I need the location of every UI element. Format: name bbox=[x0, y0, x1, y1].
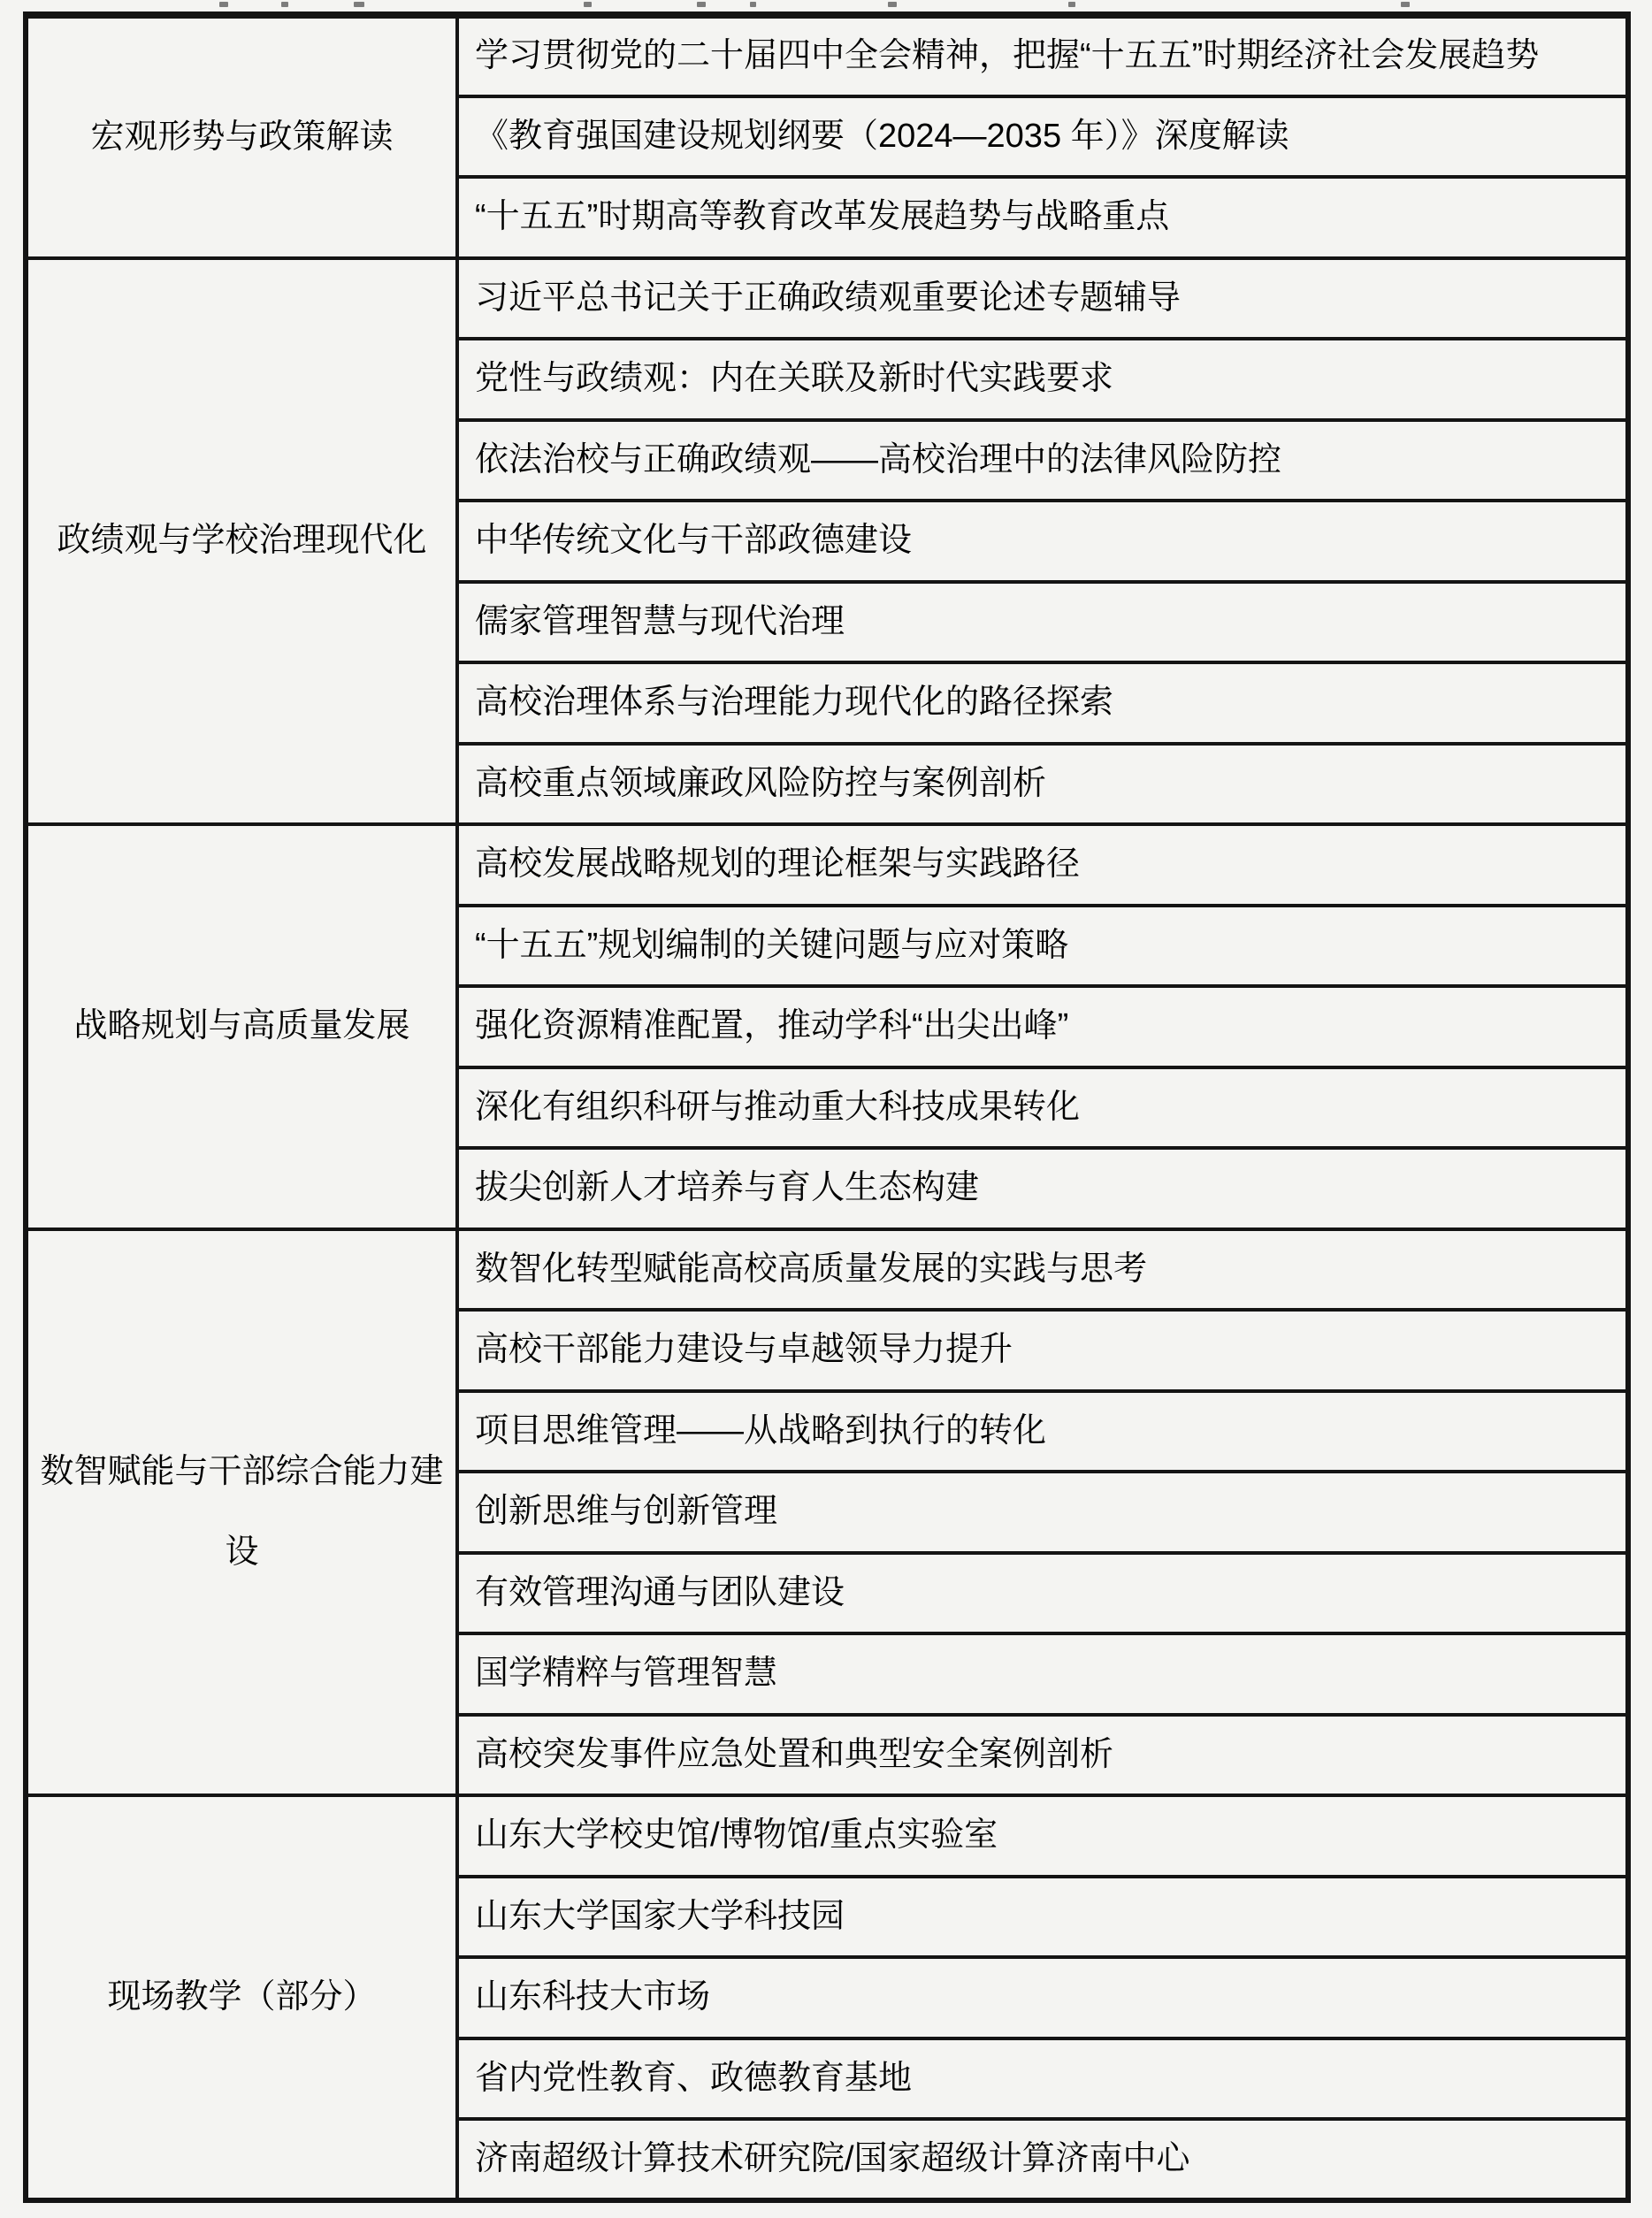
course-item: 高校治理体系与治理能力现代化的路径探索 bbox=[457, 662, 1628, 744]
course-item: 山东科技大市场 bbox=[457, 1957, 1628, 2038]
course-item: 山东大学校史馆/博物馆/重点实验室 bbox=[457, 1795, 1628, 1877]
training-course-table bbox=[23, 11, 1631, 2203]
category-cell-governance: 政绩观与学校治理现代化 bbox=[26, 258, 457, 825]
table-row bbox=[26, 15, 1628, 96]
cropped-text-remnant bbox=[354, 2, 364, 7]
table-row bbox=[26, 824, 1628, 906]
course-item: 拔尖创新人才培养与育人生态构建 bbox=[457, 1148, 1628, 1229]
course-item: 学习贯彻党的二十届四中全会精神，把握“十五五”时期经济社会发展趋势 bbox=[457, 15, 1628, 96]
course-item: 儒家管理智慧与现代治理 bbox=[457, 582, 1628, 663]
course-item: 有效管理沟通与团队建设 bbox=[457, 1553, 1628, 1634]
cropped-text-remnant bbox=[1401, 2, 1410, 7]
cropped-text-remnant bbox=[697, 2, 706, 7]
course-item: 中华传统文化与干部政德建设 bbox=[457, 501, 1628, 582]
cropped-text-remnant bbox=[584, 2, 592, 7]
cropped-text-remnant bbox=[1068, 2, 1075, 7]
cropped-text-remnant bbox=[888, 2, 897, 7]
course-item: 数智化转型赋能高校高质量发展的实践与思考 bbox=[457, 1229, 1628, 1311]
course-item: 高校干部能力建设与卓越领导力提升 bbox=[457, 1310, 1628, 1391]
table-row bbox=[26, 258, 1628, 340]
course-item: 项目思维管理——从战略到执行的转化 bbox=[457, 1391, 1628, 1472]
cropped-text-remnant bbox=[750, 2, 756, 7]
course-item: 高校突发事件应急处置和典型安全案例剖析 bbox=[457, 1715, 1628, 1796]
course-item: 强化资源精准配置，推动学科“出尖出峰” bbox=[457, 986, 1628, 1067]
course-item: 习近平总书记关于正确政绩观重要论述专题辅导 bbox=[457, 258, 1628, 340]
course-item: 《教育强国建设规划纲要（2024—2035 年）》深度解读 bbox=[457, 96, 1628, 178]
cropped-text-remnant bbox=[219, 2, 228, 7]
course-item: “十五五”时期高等教育改革发展趋势与战略重点 bbox=[457, 177, 1628, 258]
course-item: 依法治校与正确政绩观——高校治理中的法律风险防控 bbox=[457, 420, 1628, 501]
course-item: 高校重点领域廉政风险防控与案例剖析 bbox=[457, 744, 1628, 825]
table-row bbox=[26, 1795, 1628, 1877]
course-item: 济南超级计算技术研究院/国家超级计算济南中心 bbox=[457, 2119, 1628, 2200]
course-item: 山东大学国家大学科技园 bbox=[457, 1877, 1628, 1958]
course-item: 国学精粹与管理智慧 bbox=[457, 1633, 1628, 1715]
course-item: 高校发展战略规划的理论框架与实践路径 bbox=[457, 824, 1628, 906]
course-item: 深化有组织科研与推动重大科技成果转化 bbox=[457, 1067, 1628, 1149]
course-item: 省内党性教育、政德教育基地 bbox=[457, 2038, 1628, 2120]
category-cell-field-teaching: 现场教学（部分） bbox=[26, 1795, 457, 2200]
cropped-text-remnant bbox=[281, 2, 288, 7]
course-item: 创新思维与创新管理 bbox=[457, 1472, 1628, 1553]
category-cell-macro-policy: 宏观形势与政策解读 bbox=[26, 15, 457, 258]
table-row bbox=[26, 1229, 1628, 1311]
category-cell-strategic-planning: 战略规划与高质量发展 bbox=[26, 824, 457, 1229]
course-item: “十五五”规划编制的关键问题与应对策略 bbox=[457, 906, 1628, 987]
category-cell-digital-capability: 数智赋能与干部综合能力建设 bbox=[26, 1229, 457, 1796]
course-item: 党性与政绩观：内在关联及新时代实践要求 bbox=[457, 339, 1628, 420]
